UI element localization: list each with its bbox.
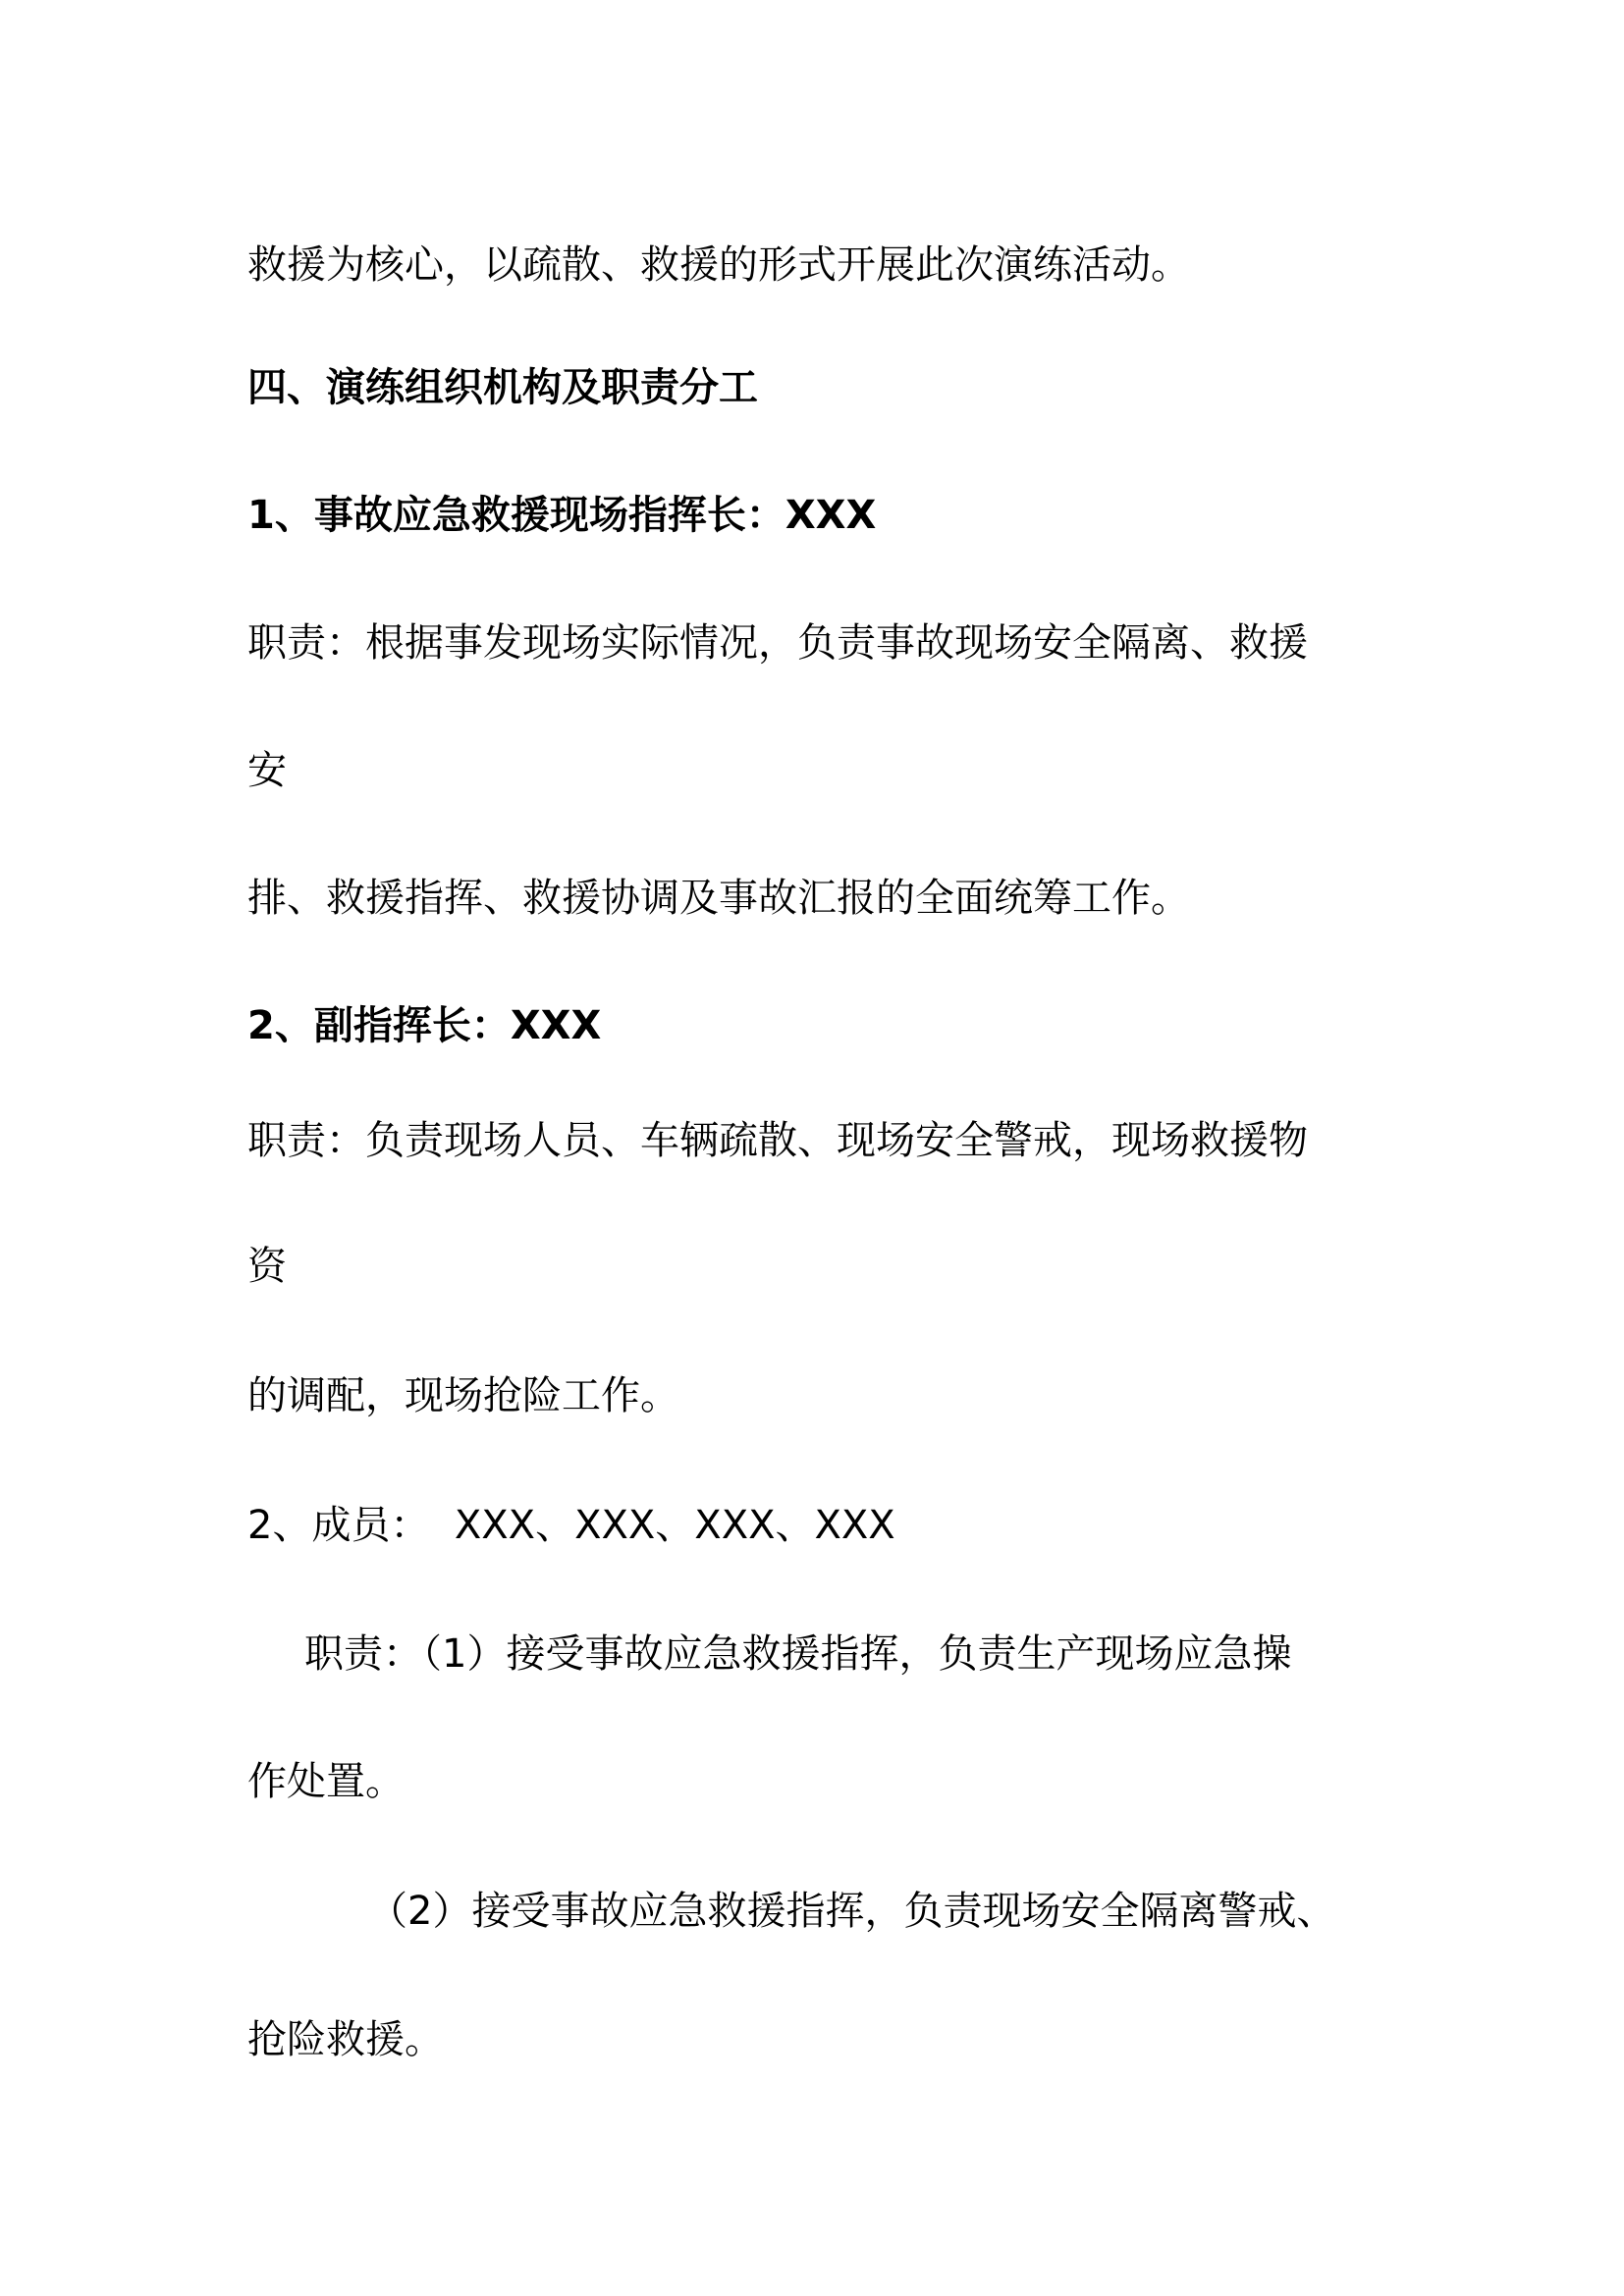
paragraph-line: 的调配，现场抢险工作。	[247, 1373, 679, 1418]
paragraph-line: 排、救援指挥、救援协调及事故汇报的全面统筹工作。	[247, 876, 1190, 921]
section-heading: 四、演练组织机构及职责分工	[247, 365, 758, 410]
subheading-deputy: 2、副指挥长：XXX	[247, 1003, 602, 1048]
paragraph-line: 安	[247, 748, 287, 793]
paragraph-line: 职责：根据事发现场实际情况，负责事故现场安全隔离、救援	[247, 620, 1308, 666]
paragraph-line: 抢险救援。	[247, 2017, 444, 2062]
paragraph-line: 作处置。	[247, 1759, 405, 1804]
paragraph-line: （2）接受事故应急救援指挥，负责现场安全隔离警戒、	[368, 1889, 1336, 1934]
subheading-commander: 1、事故应急救援现场指挥长：XXX	[247, 493, 877, 538]
paragraph-line: 资	[247, 1244, 287, 1289]
paragraph-line: 职责：（1）接受事故应急救援指挥，负责生产现场应急操	[304, 1631, 1292, 1677]
members-line: 2、成员： XXX、XXX、XXX、XXX	[247, 1503, 895, 1548]
paragraph-line: 救援为核心，以疏散、救援的形式开展此次演练活动。	[247, 242, 1190, 288]
paragraph-line: 职责：负责现场人员、车辆疏散、现场安全警戒，现场救援物	[247, 1118, 1308, 1163]
